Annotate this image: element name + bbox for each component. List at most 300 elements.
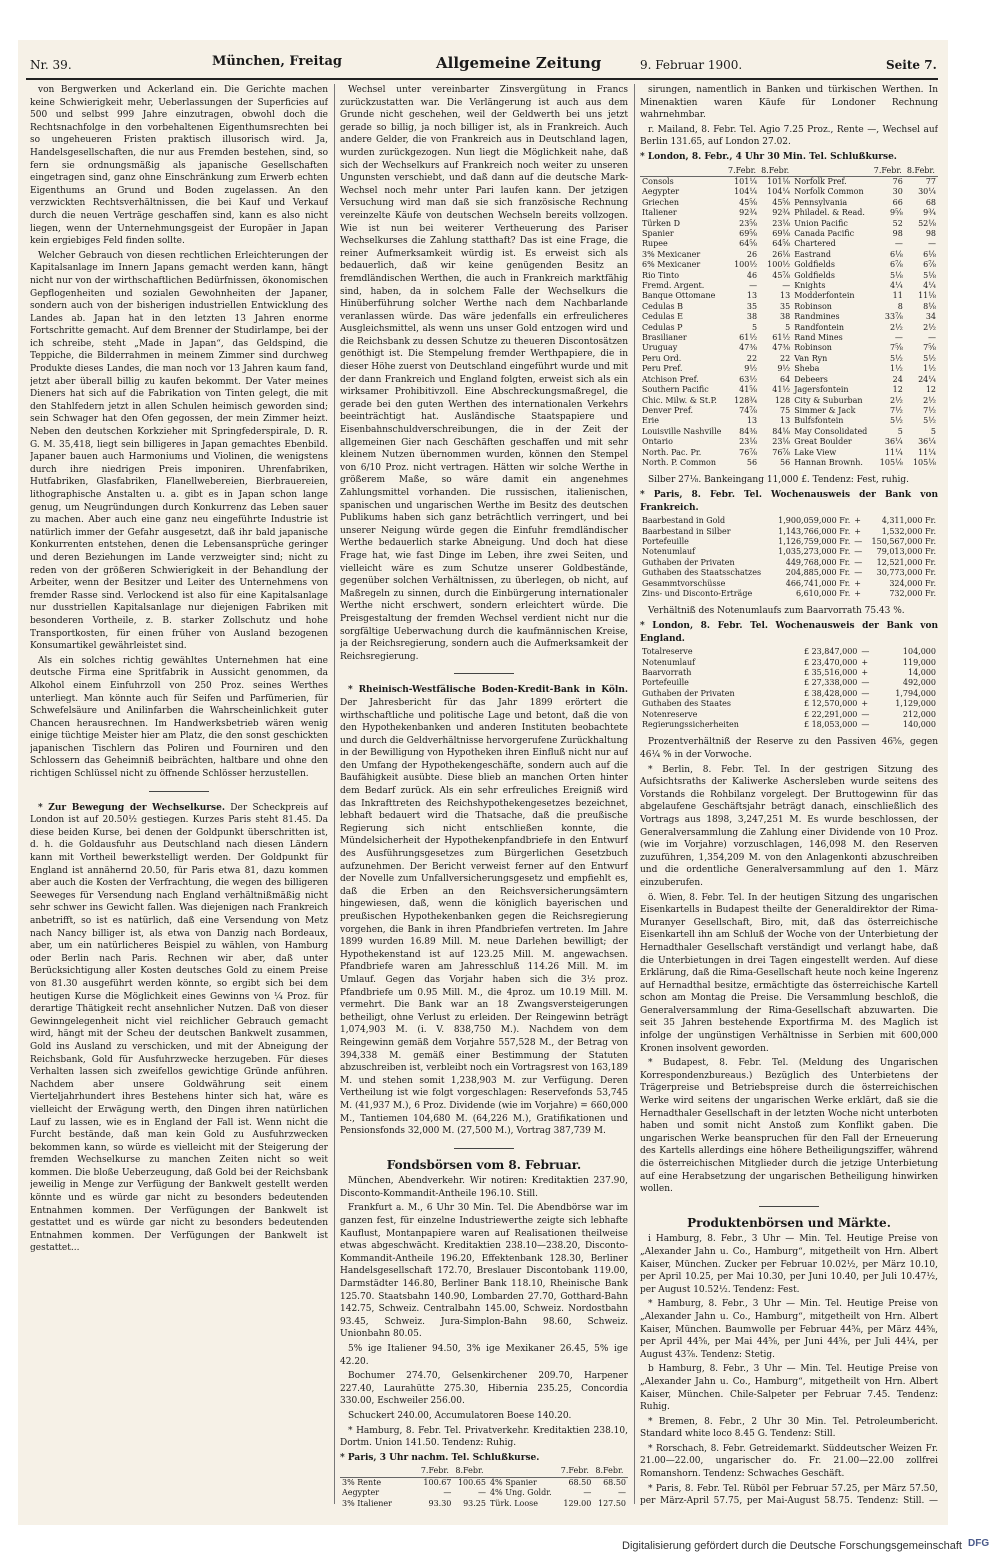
table-row xyxy=(640,354,938,364)
column-header xyxy=(640,166,726,177)
table-cell: 26 xyxy=(746,249,758,259)
table-cell: 52⅛ xyxy=(918,218,936,228)
table-cell: 47⅜ xyxy=(772,343,791,353)
table-cell: 212,000 xyxy=(902,709,936,719)
table-cell: 41½ xyxy=(772,385,791,395)
table-cell: Simmer & Jack xyxy=(794,405,856,415)
table-cell: 93.25 xyxy=(463,1498,486,1508)
table-cell: 127.50 xyxy=(598,1498,626,1508)
table-cell: 3% Rente xyxy=(342,1477,382,1487)
table-cell: 6⅞ xyxy=(923,260,936,270)
table-cell: 13 xyxy=(780,291,791,301)
table-cell: 46 xyxy=(746,270,758,280)
table-row xyxy=(640,323,938,333)
table-cell: Cedulas E xyxy=(642,312,683,322)
paragraph-text: Der Scheckpreis auf London ist auf 20.50½ gestiegen. Kurzes Paris steht 81.45. Da diese beiden Kurse, bei denen der Goldpunkt überschritten ist, d. h. die Goldausfuhr aus Deutschland nach diesen Ländern kann mit Vortheil bewerkstelligt werden. Der Goldpunkt für England ist annähernd 20.50, für Paris etwa 81, dazu kommen aber auch die Kosten der Verfrachtung, die wegen des billigeren Seeweges für Versendung nach England verhältnißmäßig nicht sehr schwer ins Gewicht fallen. Was diejenigen nach Frankreich anbetrifft, so ist es natürlich, daß eine Versendung von Metz nach Nancy billiger ist, als etwa von Danzig nach Bordeaux, aber, um ein natürlicheres Beispiel zu wählen, von Hamburg oder Berlin nach Paris. Rechnen wir aber, daß unter Berücksichtigung aller Kosten deutsches Gold zu einem Preise von 81.30 ausgeführt werden könnte, so ergibt sich bei dem heutigen Kurse die Möglichkeit eines Gewinns von ¼ Proz. für derartige Thätigkeit recht ansehnlicher Nutzen. Daß von dieser Gewinngelegenheit nicht viel reichlicher Gebrauch gemacht wird, hängt mit der Scheu der deutschen Bankwelt zusammen, Gold ins Ausland zu verschicken, und mit der Abneigung der Reichsbank, Gold für Ausfuhrzwecke herzugeben. Für dieses Verhalten lassen sich zweifellos gewichtige Gründe anführen. Nachdem aber unsere Goldwährung seit einem Vierteljahrhundert ihres Bestehens hinter sich hat, wäre es vielleicht der Erwägung werth, den Dingen ihren natürlichen Lauf zu lassen, wie es in England der Fall ist. Wenn nicht die Furcht bestände, daß man kein Gold zu Ausfuhrzwecken bekommen kann, so würde es vielleicht mit der Steigerung der fremden Wechselkurse zu manchen Zeiten nicht so weit kommen. Die bloße Ueberzeugung, daß Gold bei der Reichsbank jeweilig in Menge zur Verfügung der Bankwelt gestellt werden könnte und es würde gar nicht zu besonders bedeutenden Entnahmen kommen. Der Verfügungen der Bankwelt ist gestattet und es würde gar nicht zu besonders bedeutenden Entnahmen kommen. Der Verfügungen der Bankwelt ist gestattet... xyxy=(30,802,328,1254)
table-row xyxy=(340,1477,628,1488)
table-cell: 76⅞ xyxy=(739,447,758,457)
table-cell: Türken D xyxy=(642,218,681,228)
table-cell: — xyxy=(618,1488,626,1498)
table-row xyxy=(640,239,938,249)
footer-bar xyxy=(614,1532,1000,1560)
page-number: Seite 7. xyxy=(886,58,937,72)
table-cell: £ 12,570,000 xyxy=(803,699,858,709)
table-cell: 5 xyxy=(785,322,791,332)
table-cell: Robinson xyxy=(794,343,832,353)
table-cell: 79,013,000 Fr. xyxy=(876,547,936,557)
table-cell: Sheba xyxy=(794,364,820,374)
table-cell: £ 23,470,000 xyxy=(803,657,858,667)
table-cell: 34 xyxy=(925,312,936,322)
table-cell: May Consolidated xyxy=(794,426,868,436)
table-cell: £ 35,516,000 xyxy=(803,667,858,677)
paragraph: * Berlin, 8. Febr. Tel. In der gestrigen Sitzung des Aufsichtsraths der Kaliwerke Aschersleben wurde seitens des Vorstands die Rohbilanz vorgelegt. Der Bruttogewinn für das abgelaufene Geschäftsjahr beträgt danach, einschließlich des Vortrags aus 1898, 3,247,251 M. Es wurde beschlossen, der Generalversammlung die Zahlung einer Dividende von 10 Proz. (wie im Vorjahre) vorzuschlagen, 146,098 M. den Reserven zuzuführen, 1,354,209 M. von den Anlagenkonti abzuschreiben und die ordentliche Generalversammlung auf den 1. März einzuberufen. xyxy=(640,764,938,888)
dfg-logo: DFG xyxy=(968,1538,990,1549)
table-cell: 100.67 xyxy=(423,1477,452,1487)
table-cell: Randmines xyxy=(794,312,840,322)
table-cell: 68.50 xyxy=(603,1477,626,1487)
paragraph: von Bergwerken und Ackerland ein. Die Gerichte machen keine Schwierigkeit mehr, Ueberlassungen der Superficies auf 500 und selbst 999 Jahre einzutragen, obwohl doch die Rechtsnachfolge in den vorbehaltenen Eigenthumsrechten bei so ungeheueren Fristen praktisch illusorisch wird. Ja, Handelsgesellschaften, die nur aus Fremden bestehen, sind, so fern sie ordnungsmäßig als japanische Gesellschaften eingetragen sind, ganz ohne Einschränkung zum Erwerb echten Eigenthums an Grund und Boden zugelassen. An den verzwickten Rechtsverhältnissen, die bei Kauf und Verkauf durch die neuen Verträge geschaffen sind, kann es also nicht liegen, wenn der Unternehmungsgeist der Europäer in Japan kein ergiebiges Feld finden sollte. xyxy=(30,85,328,247)
paragraph: * Hamburg, 8. Febr., 3 Uhr — Min. Tel. Heutige Preise von „Alexander Jahn u. Co., Hamburg“, mitgetheilt von Hrn. Albert Kaiser, München. Baumwolle per Februar 44⅝, per März 44⅝, per April 44⅝, per Mai 44⅝, per Juni 44⅝, per Juli 44¼, per August 43⅞. Tendenz: Stetig. xyxy=(640,1299,938,1360)
issue-date: 9. Februar 1900. xyxy=(640,58,743,72)
table-cell: 35 xyxy=(780,301,791,311)
table-cell: Knights xyxy=(794,281,826,291)
paragraph: b Hamburg, 8. Febr., 3 Uhr — Min. Tel. Heutige Preise von „Alexander Jahn u. Co., Hamburg“, mitgetheilt von Hrn. Albert Kaiser, München. Chile-Salpeter per Februar 7.45. Tendenz: Ruhig. xyxy=(640,1364,938,1413)
table-cell: — xyxy=(861,688,870,698)
table-cell: 3% Mexicaner xyxy=(642,249,701,259)
table-cell: Guthaben der Privaten xyxy=(642,688,735,698)
table-cell: 98 xyxy=(925,229,936,238)
table-cell: 5½ xyxy=(889,416,903,426)
header-rule xyxy=(26,78,938,80)
table-cell: — xyxy=(782,281,791,291)
masthead: Allgemeine Zeitung xyxy=(436,54,602,72)
table-cell: 2½ xyxy=(923,322,936,332)
table-row xyxy=(640,537,938,547)
table-cell: 30 xyxy=(892,187,903,197)
table-cell: £ 27,338,000 xyxy=(803,678,858,688)
table-row xyxy=(640,375,938,385)
table-cell: — xyxy=(443,1488,452,1498)
table-cell: 7½ xyxy=(889,405,903,415)
table-cell: Bulfsfontein xyxy=(794,416,844,426)
table-row xyxy=(640,589,938,599)
table-cell: — xyxy=(861,720,870,729)
table-cell: 466,741,000 Fr. xyxy=(785,578,851,588)
table-cell: 104¼ xyxy=(734,187,758,197)
table-cell: — xyxy=(854,536,863,546)
table-row xyxy=(640,558,938,568)
table-cell: 98 xyxy=(892,229,903,238)
table-cell: Notenumlauf xyxy=(642,657,696,667)
table-cell: Portefeuille xyxy=(642,678,689,688)
table-cell: 93.30 xyxy=(428,1498,452,1508)
table-cell: 5½ xyxy=(923,416,936,426)
table-cell: 64⅝ xyxy=(739,239,758,249)
table-row xyxy=(640,219,938,229)
table-row xyxy=(640,176,938,187)
table-cell: North. Pac. Pr. xyxy=(642,447,702,457)
table-cell: 449,768,000 Fr. xyxy=(785,557,851,567)
divider xyxy=(454,673,514,674)
paragraph: sirungen, namentlich in Banken und türkischen Werthen. In Minenaktien waren Käufe für Londoner Rechnung wahrnehmbar. xyxy=(640,85,938,121)
table-cell: 204,885,000 Fr. xyxy=(785,568,851,578)
column-separator xyxy=(634,84,635,1504)
table-cell: 732,000 Fr. xyxy=(889,588,936,598)
table-cell: 1,035,273,000 Fr. xyxy=(778,547,851,557)
table-cell: 30,773,000 Fr. xyxy=(876,568,936,578)
table-cell: Pennsylvania xyxy=(794,197,848,207)
table-cell: Consols xyxy=(642,176,674,186)
table-row xyxy=(640,527,938,537)
table-cell: 69⅛ xyxy=(772,229,791,238)
table-cell: 2½ xyxy=(889,322,903,332)
table-row xyxy=(640,364,938,374)
table-cell: 324,000 Fr. xyxy=(889,578,936,588)
column-3 xyxy=(640,84,938,1508)
paragraph: * Rorschach, 8. Febr. Getreidemarkt. Süddeutscher Weizen Fr. 21.00—22.00, ungarischer do. Fr. 21.00—22.00 zollfrei Romanshorn. Tendenz: Schwaches Geschäft. xyxy=(640,1443,938,1480)
table-cell: Italiener xyxy=(642,208,677,218)
table-row xyxy=(640,678,938,688)
table-row xyxy=(640,396,938,406)
table-cell: Gesammtvorschüsse xyxy=(642,578,726,588)
table-cell: 9½ xyxy=(744,364,758,374)
table-cell: 6% Mexicaner xyxy=(642,260,701,270)
table-row xyxy=(640,187,938,197)
table-row xyxy=(640,458,938,468)
table-row xyxy=(640,437,938,447)
table-cell: 75 xyxy=(780,405,791,415)
table-cell: Peru Ord. xyxy=(642,353,682,363)
table-cell: 24 xyxy=(892,374,903,384)
table-cell: Portefeuille xyxy=(642,536,689,546)
table-row xyxy=(640,260,938,270)
table-cell: 100½ xyxy=(734,260,758,270)
section-heading: * Rheinisch-Westfälische Boden-Kredit-Bank in Köln. xyxy=(348,685,628,696)
table-cell: 105⅛ xyxy=(879,457,903,467)
table-cell: 104,000 xyxy=(902,647,936,657)
table-cell: Griechen xyxy=(642,197,680,207)
column-header: 7.Febr. xyxy=(872,166,905,177)
paragraph: Welcher Gebrauch von diesen rechtlichen Erleichterungen der Kapitalsanlage im Innern Japans gemacht werden kann, hängt nicht nur von der wirthschaftlichen Bedürfnissen, ökonomischen Gepflogenheiten und sozialen Gewohnheiten der Japaner, sondern auch von der bisherigen industriellen Entwicklung des Landes ab. Japan hat in den letzten 13 Jahren enorme Fortschritte gemacht. Auf dem Brenner der Studirlampe, bei der ich schreibe, steht „Made in Japan“, das Geldspind, die Teppiche, die Bilderrahmen in meinem Zimmer sind durchweg Produkte dieses Landes, die man noch vor 13 Jahren kaum fand, jetzt aber überall billig zu kaufen bekommt. Der Vater meines Dieners hat sich auf die Fabrikation von Tinten gelegt, die mit den Stahlfedern jetzt in allen Schulen heimisch geworden sind; sein Schwager hat den Ofen gegossen, der mein Zimmer heizt. Neben den deutschen Korkzieher mit Springfederspirale, D. R. G. M. 35,418, liegt sein billigeres in Japan gemachtes Ebenbild. Japaner bauen auch Harmoniums und Violinen, die wenigstens durch ihre niedrigen Preis imponiren. Uhrenfabriken, Hutfabriken, Glasfabriken, Flanellwebereien, Bierbrauereien, lithographische Anstalten u. a. gibt es in Japan schon lange genug, um Neugründungen durch Konkurrenz das Leben sauer zu machen. Aber auch eine ganz neu eingeführte Industrie ist natürlich immer der Gefahr ausgesetzt, daß ihr bald japanische Konkurrenten entstehen, denen die Lebensansprüche geringer und deren Beziehungen im Lande verzweigter sind; nicht zu reden von der größeren Schwierigkeit in der Behandlung der Arbeiter, wenn der Besitzer und Leiter des Unternehmens von fremder Rasse sind. Verlockend ist also für eine Kapitalsanlage nur dusstriellen Kapitalsanlage nur diejenigen Fabriken mit besonderen Vortheile, z. B. starker Zollschutz und hohe Transportkosten, für einen früher von Ausland bezogenen Konsumartikel gewährleistet sind. xyxy=(30,250,328,652)
table-cell: 77 xyxy=(925,176,936,186)
table-cell: 41⅝ xyxy=(739,385,758,395)
table-cell: + xyxy=(861,667,869,677)
table-cell: 64⅝ xyxy=(772,239,791,249)
table-cell: Randfontein xyxy=(794,322,845,332)
table-cell: 9¾ xyxy=(923,208,936,218)
table-cell: 5⅛ xyxy=(923,270,936,280)
table-cell: Eastrand xyxy=(794,249,831,259)
table-row xyxy=(640,281,938,291)
table-cell: 36¼ xyxy=(884,437,903,447)
paragraph: Bochumer 274.70, Gelsenkirchener 209.70, Harpener 227.40, Laurahütte 275.30, Hibernia 235.25, Concordia 330.00, Eschweiler 256.00. xyxy=(340,1371,628,1407)
table-cell: — xyxy=(477,1488,486,1498)
column-header: 7.Febr. xyxy=(559,1466,594,1477)
table-cell: 128¾ xyxy=(734,395,758,405)
table-cell: 6⅞ xyxy=(889,260,903,270)
table-cell: North. P. Common xyxy=(642,457,717,467)
table-cell: 61½ xyxy=(772,333,791,343)
table-cell: + xyxy=(854,588,861,598)
table-row xyxy=(640,333,938,343)
table-cell: £ 18,053,000 xyxy=(803,720,858,729)
table-cell: Van Ryn xyxy=(794,353,828,363)
table-row xyxy=(640,547,938,557)
table-cell: Notenumlauf xyxy=(642,547,696,557)
table-cell: Uruguay xyxy=(642,343,678,353)
table-cell: Modderfontein xyxy=(794,291,855,301)
table-row xyxy=(640,516,938,526)
table-cell: 69⅝ xyxy=(739,229,758,238)
table-cell: 56 xyxy=(780,457,791,467)
table-cell: 1,794,000 xyxy=(895,688,936,698)
table-cell: Guthaben der Privaten xyxy=(642,557,735,567)
table-cell: 23⅛ xyxy=(772,218,791,228)
table-cell: — xyxy=(583,1488,592,1498)
column-header: 8.Febr. xyxy=(593,1466,628,1477)
table-cell: 7⅝ xyxy=(923,343,936,353)
table-cell: 104¼ xyxy=(767,187,791,197)
table-cell: + xyxy=(854,516,861,526)
table-cell: 4% Spanier xyxy=(489,1477,537,1487)
table-cell: 76 xyxy=(892,176,903,186)
table-cell: Goldfields xyxy=(794,260,835,270)
table-cell: Spanier xyxy=(642,229,674,238)
column-separator xyxy=(334,84,335,1504)
table-cell: £ 22,291,000 xyxy=(803,709,858,719)
table-cell: — xyxy=(861,709,870,719)
table-row xyxy=(640,312,938,322)
paragraph: Prozentverhältniß der Reserve zu den Passiven 46⅝, gegen 46¼ % in der Vorwoche. xyxy=(640,737,938,760)
table-cell: 92¾ xyxy=(772,208,791,218)
table-cell: 4% Ung. Goldr. xyxy=(489,1488,552,1498)
table-cell: 1,126,759,000 Fr. xyxy=(778,536,851,546)
table-cell: 5 xyxy=(897,426,903,436)
table-cell: 12 xyxy=(892,385,903,395)
table-cell: 45⅝ xyxy=(739,197,758,207)
table-cell: Baarbestand in Silber xyxy=(642,526,731,536)
table-row xyxy=(340,1488,628,1498)
table-cell: Ontario xyxy=(642,437,673,447)
table-cell: 11⅛ xyxy=(918,291,936,301)
table-heading: * London, 8. Febr. Tel. Wochenausweis der Bank von England. xyxy=(640,620,938,644)
divider xyxy=(759,1206,819,1207)
table-cell: — xyxy=(861,647,870,657)
table-row xyxy=(640,668,938,678)
table-row xyxy=(640,427,938,437)
table-row xyxy=(640,291,938,301)
table-cell: Banque Ottomane xyxy=(642,291,716,301)
table-cell: Cedulas P xyxy=(642,322,683,332)
paragraph: München, Abendverkehr. Wir notiren: Kreditaktien 237.90, Disconto-Kommandit-Antheile 196.10. Still. xyxy=(340,1176,628,1199)
table-cell: £ 38,428,000 xyxy=(803,688,858,698)
table-cell: Rand Mines xyxy=(794,333,843,343)
issue-number: Nr. 39. xyxy=(30,58,72,72)
paragraph-text: Der Jahresbericht für das Jahr 1899 erörtert die wirthschaftliche und politische Lage und betont, daß die von den Hypothekenbanken und anderen Instituten beobachtete und durch die Geldverhältnisse hervorgerufene Zurückhaltung in der Bewilligung von Hypotheken ihren Einfluß nicht nur auf den Umfang der Hypothekengeschäfte, sondern auch auf die Baufähigkeit ausübte. Diese blieb an manchen Orten hinter dem Bedarf zurück. Als ein sehr erfreuliches Ereigniß wird das Inkrafttreten des Reichshypothekengesetzes bezeichnet, lebhaft bedauert wird die Thatsache, daß die preußische Regierung sich nicht entschließen konnte, die Mündelsicherheit der Hypothekenpfandbriefe in den Entwurf des Ausführungsgesetzes zum Bürgerlichen Gesetzbuch aufzunehmen. Der Bericht verweist ferner auf den Entwurf der Novelle zum Unfallversicherungsgesetz und empfiehlt es, daß die Erben an den Reichsversicherungsämtern hingewiesen, daß, wenn die königlich bayerischen und preußischen Hypothekenbanken gegen die Reichsregierung vorgehen, die Bank in ihren Pfandbriefen vertreten. Im Jahre 1899 wurden 16.89 Mill. M. neue Darlehen bewilligt; der Hypothekenstand ist auf 123.25 Mill. M. angewachsen. Pfandbriefe waren am Jahresschluß 114.26 Mill. M. im Umlauf. Gegen das Vorjahr haben sich die 3½ proz. Pfandbriefe um 0.95 Mill. M., die 4proz. um 10.19 Mill. M. vermehrt. Die Bank war an 18 Zwangsversteigerungen betheiligt, ohne Verlust zu erleiden. Der Reingewinn beträgt 1,074,903 M. (i. V. 838,750 M.). Nachdem von dem Reingewinn gemäß dem Vorjahre 557,528 M., der Betrag von 394,338 M. gemäß einer Bestimmung der Statuten abzuschreiben ist, verbleibt noch ein Vortragsrest von 163,189 M. und stehen somit 1,238,903 M. zur Verfügung. Deren Vertheilung ist wie folgt vorgeschlagen: Reservefonds 53,745 M. (41,937 M.), 6 Proz. Dividende (wie im Vorjahre) = 660,000 M., Tantiemen 104,680 M. (64,226 M.), Gratifikationen und Pensionsfonds 32,000 M. (27,500 M.), Vortrag 387,739 M. xyxy=(340,697,628,1137)
table-cell: 100½ xyxy=(767,260,791,270)
table-cell: 38 xyxy=(746,312,758,322)
table-cell: 47⅜ xyxy=(739,343,758,353)
table-cell: 26⅛ xyxy=(772,249,791,259)
table-cell: 45⅝ xyxy=(772,197,791,207)
table-cell: 8 xyxy=(897,301,903,311)
table-cell: 5½ xyxy=(923,353,936,363)
paragraph: Frankfurt a. M., 6 Uhr 30 Min. Tel. Die Abendbörse war im ganzen fest, für einzelne Industriewerthe zeigte sich lebhafte Kauflust, Montanpapiere waren auf Realisationen theilweise etwas abgeschwächt. Kreditaktien 238.10—238.20, Disconto-Kommandit-Antheile 196.20, Effektenbank 128.30, Berliner Handelsgesellschaft 172.70, Breslauer Discontobank 119.00, Darmstädter 146.80, Berliner Bank 118.10, Rheinische Bank 125.70. Staatsbahn 140.90, Lombarden 27.70, Gotthard-Bahn 142.75, Schweiz. Centralbahn 145.00, Schweiz. Nordostbahn 93.45, Schweiz. Jura-Simplon-Bahn 98.60, Schweiz. Unionbahn 80.05. xyxy=(340,1203,628,1340)
table-cell: — xyxy=(749,281,758,291)
table-cell: 5⅛ xyxy=(889,270,903,280)
table-cell: 68.50 xyxy=(568,1477,592,1487)
table-heading: * Paris, 8. Febr. Tel. Wochenausweis der Bank von Frankreich. xyxy=(640,489,938,513)
fonds-heading: Fondsbörsen vom 8. Februar. xyxy=(386,1157,582,1172)
table-cell: 100.65 xyxy=(457,1477,486,1487)
table-cell: — xyxy=(928,239,936,249)
table-cell: 52 xyxy=(892,218,903,228)
paris-quotes-table xyxy=(340,1466,628,1508)
london-bank-table xyxy=(640,647,938,730)
column-header: 8.Febr. xyxy=(759,166,792,177)
table-cell: 9½ xyxy=(777,364,791,374)
table-cell: 492,000 xyxy=(902,678,936,688)
table-cell: Türk. Loose xyxy=(489,1498,538,1508)
table-row xyxy=(640,689,938,699)
table-cell: 45⅞ xyxy=(772,270,791,280)
table-cell: 11¼ xyxy=(918,447,936,457)
produkten-heading: Produktenbörsen und Märkte. xyxy=(687,1215,891,1230)
table-row xyxy=(640,343,938,353)
column-header xyxy=(792,166,872,177)
table-cell: Guthaben des Staatsschatzes xyxy=(642,568,762,578)
table-row xyxy=(640,699,938,709)
paragraph: Silber 27⅛. Bankeingang 11,000 £. Tendenz: Fest, ruhig. xyxy=(648,475,910,486)
table-cell: Regierungssicherheiten xyxy=(642,720,739,729)
table-cell: Aegypter xyxy=(642,187,680,197)
table-cell: 13 xyxy=(780,416,791,426)
column-header xyxy=(488,1466,559,1477)
table-cell: 150,567,000 Fr. xyxy=(871,536,936,546)
table-cell: + xyxy=(854,578,861,588)
table-cell: 63½ xyxy=(739,374,758,384)
table-cell: 12,521,000 Fr. xyxy=(876,557,936,567)
table-cell: Totalreserve xyxy=(642,647,693,657)
table-cell: Fremd. Argent. xyxy=(642,281,705,291)
table-cell: £ 23,847,000 xyxy=(803,647,858,657)
table-row xyxy=(640,406,938,416)
table-cell: + xyxy=(861,657,869,667)
column-header: 8.Febr. xyxy=(453,1466,488,1477)
table-heading: * Paris, 3 Uhr nachm. Tel. Schlußkurse. xyxy=(340,1452,540,1463)
paragraph: Wechsel unter vereinbarter Zinsvergütung in Francs zurückzustatten war. Die Verlängerung ist auch aus dem Grunde nicht geschehen, weil der Geldwerth bei uns jetzt gerade so billig, ja noch billiger ist, als in Frankreich. Auch andere Gelder, die von Frankreich aus in Deutschland lagen, wurden zurückgezogen. Nun liegt die Möglichkeit nahe, daß sich der Wechselkurs auf Frankreich noch weiter zu unseren Ungunsten verschiebt, und daß dann auf die deutsche Mark-Wechsel noch mehr unter Pari laufen kann. Der jetzigen Versuchung wird man daß sie sich französische Rechnung vereinzelte Käufe von deutschen Wechseln bereits vollzogen. Wie ist nun bei weiterer Vertheuerung des Pariser Wechselkurses die Zahlung statthaft? Das ist eine Frage, die reiner Aufmerksamkeit würdig ist. Es erweist sich als bedauerlich, daß wir keine genügenden Besitz an fremdländischen Werthen, die auch in Frankreich marktfähig sind, haben, da in solchem Falle der Wechselkurs die Hinüberführung solcher Werthe nach dem Nachbarlande veranlassen würde. Das wäre jedenfalls ein erfreulicheres Ausgleichsmittel, als wenn uns unser Gold entzogen wird und die Reichsbank zu dessen Schutze zu theueren Discontosätzen genöthigt ist. Die Stempelung fremder Werthpapiere, die in dieser Höhe zuerst von Deutschland eingeführt wurde und mit der dann Frankreich und England folgten, erweist sich als ein wirksamer Prohibitivzoll. Eine Abschreckungsmaßregel, die gerade bei den guten Werthen des internationalen Verkehrs beeinträchtigt hat. Ausländische Staatspapiere und Eisenbahnschuldverschreibungen, die in der Zeit der allgemeinen Gier nach Geschäften geschaffen und mit sehr kleinem Nutzen übernommen wurden, können den Stempel von 6/10 Proz. nicht vertragen. Hätten wir solche Werthe in größerem Maße, so wäre damit ein angenehmes Zahlungsmittel vorhanden. Die russischen, italienischen, spanischen und ungarischen Werthe im Besitz des deutschen Publikums haben sich ganz beträchtlich verringert, und bei unserer Neigung würde gegen die Einfuhr fremdländischer Werthe bedauerlich starke Abneigung. Und doch hat diese Frage hat, wie fast Dinge im Leben, ihre zwei Seiten, und vielleicht wäre es zum Schutze unserer Goldbestände, gegenüber solchen Verhältnissen, zu überlegen, ob nicht, auf Maßregeln zu sinnen, durch die Einbürgerung internationaler Werthe nicht erschwert, sondern erleichtert würde. Die Preisgestaltung der fremden Wechsel verdient nicht nur die sorgfältige Ueberwachung durch die kaufmännischen Kreise, ja der Reichsregierung, sondern auch die Aufmerksamkeit der Reichsregierung. xyxy=(340,85,628,662)
table-cell: Peru Pref. xyxy=(642,364,683,374)
table-cell: 6,610,000 Fr. xyxy=(795,588,851,598)
table-cell: — xyxy=(854,568,863,578)
table-cell: Notenreserve xyxy=(642,709,698,719)
divider xyxy=(454,1148,514,1149)
table-cell: Rupee xyxy=(642,239,668,249)
table-cell: Debeers xyxy=(794,374,828,384)
table-row xyxy=(640,416,938,426)
table-cell: Louisville Nashville xyxy=(642,426,722,436)
column-header: 7.Febr. xyxy=(419,1466,454,1477)
table-cell: Atchison Pref. xyxy=(642,374,699,384)
table-cell: — xyxy=(861,678,870,688)
table-cell: 11¼ xyxy=(884,447,903,457)
london-quotes-table xyxy=(640,166,938,469)
paragraph: Verhältniß des Notenumlaufs zum Baarvorrath 75.43 %. xyxy=(648,606,905,617)
table-cell: 1½ xyxy=(923,364,936,374)
table-cell: 13 xyxy=(746,416,758,426)
table-cell: Chic. Milw. & St.P. xyxy=(642,395,717,405)
table-cell: — xyxy=(894,333,903,343)
table-cell: 1,143,766,000 Fr. xyxy=(778,526,851,536)
table-cell: Norfolk Pref. xyxy=(794,176,847,186)
table-cell: 38 xyxy=(780,312,791,322)
table-cell: 8⅛ xyxy=(923,301,936,311)
city-day: München, Freitag xyxy=(212,54,343,69)
table-cell: — xyxy=(854,557,863,567)
table-cell: Chartered xyxy=(794,239,836,249)
table-cell: 119,000 xyxy=(902,657,936,667)
column-header: 8.Febr. xyxy=(905,166,938,177)
table-cell: 11 xyxy=(892,291,903,301)
table-cell: 56 xyxy=(746,457,758,467)
table-cell: 6⅛ xyxy=(889,249,903,259)
table-cell: 76⅞ xyxy=(772,447,791,457)
divider xyxy=(149,791,209,792)
table-cell: Rio Tinto xyxy=(642,270,680,280)
table-cell: 2½ xyxy=(889,395,903,405)
table-cell: 22 xyxy=(780,353,791,363)
table-cell: — xyxy=(928,333,936,343)
table-cell: Baarvorrath xyxy=(642,667,692,677)
table-cell: City & Suburban xyxy=(794,395,863,405)
table-cell: 5 xyxy=(752,322,758,332)
paris-bank-table xyxy=(640,516,938,599)
table-cell: 7⅝ xyxy=(889,343,903,353)
table-row xyxy=(640,710,938,720)
paragraph: r. Mailand, 8. Febr. Tel. Agio 7.25 Proz., Rente —, Wechsel auf Berlin 131.65, auf London 27.02. xyxy=(640,124,938,148)
table-cell: Great Boulder xyxy=(794,437,852,447)
table-cell: 1,129,000 xyxy=(895,699,936,709)
table-row xyxy=(640,568,938,578)
table-cell: Goldfields xyxy=(794,270,835,280)
table-row xyxy=(640,385,938,395)
table-cell: 2½ xyxy=(923,395,936,405)
table-cell: 4¼ xyxy=(889,281,903,291)
table-cell: 33⅞ xyxy=(884,312,903,322)
table-cell: 101¼ xyxy=(734,176,758,186)
table-cell: Aegypter xyxy=(342,1488,380,1498)
table-cell: 22 xyxy=(746,353,758,363)
table-heading: * London, 8. Febr., 4 Uhr 30 Min. Tel. Schlußkurse. xyxy=(640,151,897,162)
table-row xyxy=(640,198,938,208)
table-cell: 1,532,000 Fr. xyxy=(881,526,936,536)
table-cell: 101⅛ xyxy=(767,176,791,186)
table-cell: 9⅝ xyxy=(889,208,903,218)
table-cell: — xyxy=(894,239,903,249)
table-cell: 140,000 xyxy=(902,720,936,729)
table-cell: 92¾ xyxy=(739,208,758,218)
table-row xyxy=(340,1499,628,1508)
table-cell: Robinson xyxy=(794,301,832,311)
paragraph: i Hamburg, 8. Febr., 3 Uhr — Min. Tel. Heutige Preise von „Alexander Jahn u. Co., Hamburg“, mitgetheilt von Hrn. Albert Kaiser, München. Zucker per Februar 10.02½, per März 10.10, per April 10.25, per Mai 10.30, per Juni 10.40, per Juli 10.47½, per August 10.52½. Tendenz: Fest. xyxy=(640,1234,938,1295)
table-cell: — xyxy=(854,547,863,557)
table-cell: Brasilianer xyxy=(642,333,687,343)
table-cell: 66 xyxy=(892,197,903,207)
table-cell: 4¼ xyxy=(923,281,936,291)
table-cell: Guthaben des Staates xyxy=(642,699,732,709)
table-cell: 23⅛ xyxy=(772,437,791,447)
